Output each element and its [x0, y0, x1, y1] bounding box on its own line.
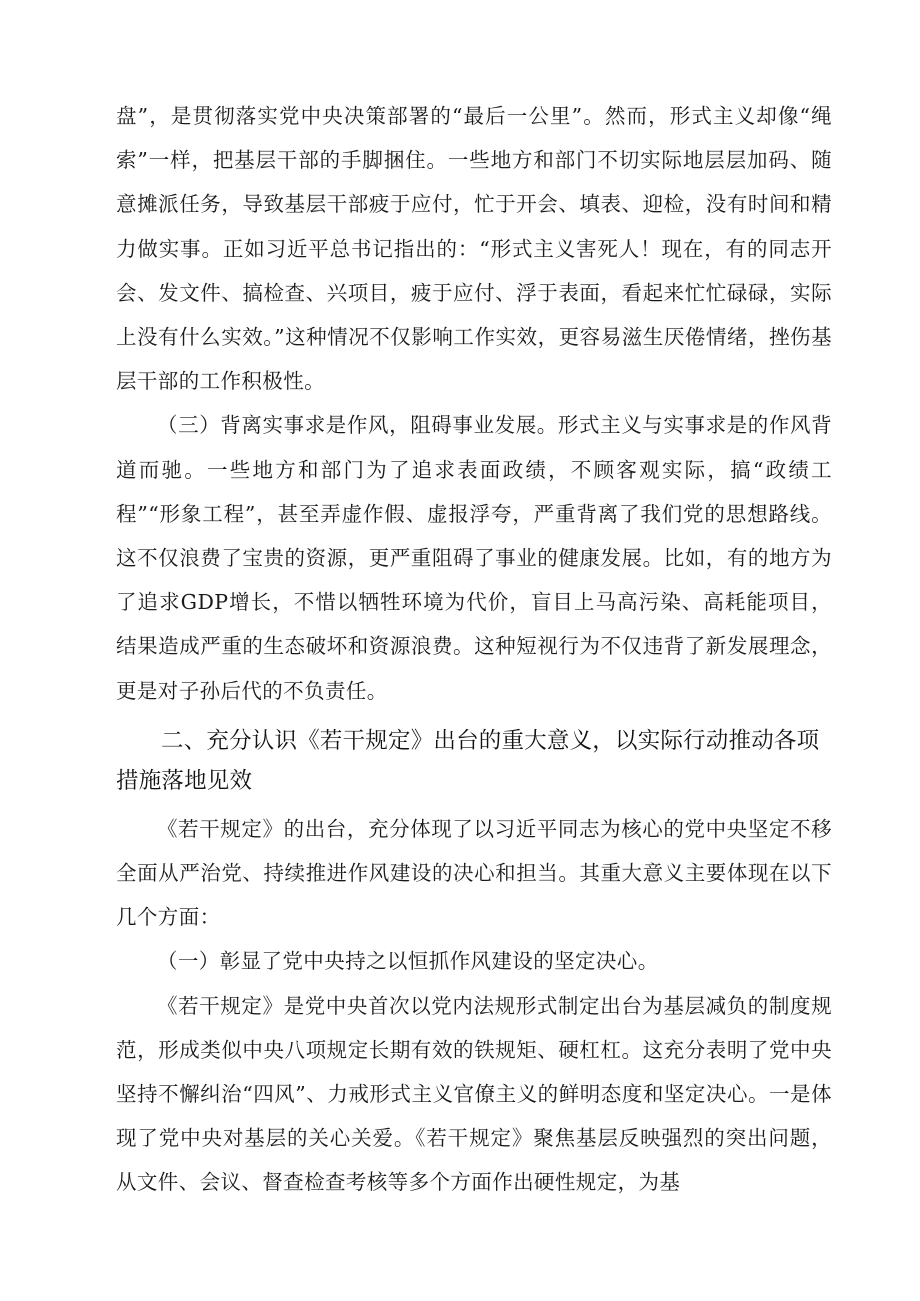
section-heading: 二、充分认识《若干规定》出台的重大意义，以实际行动推动各项措施落地见效	[116, 727, 820, 794]
paragraph-intro: 《若干规定》的出台，充分体现了以习近平同志为核心的党中央坚定不移全面从严治党、持续推进作风建设的决心和担当。其重大意义主要体现在以下几个方面：	[116, 816, 832, 930]
paragraph-subheading-one: （一）彰显了党中央持之以恒抓作风建设的坚定决心。	[157, 949, 659, 974]
paragraph-section-three: （三）背离实事求是作风，阻碍事业发展。形式主义与实事求是的作风背道而驰。一些地方和部门为了追求表面政绩，不顾客观实际，搞“政绩工程”“形象工程”，甚至弄虚作假、虚报浮夸，严重背离了我们党的思想路线。这不仅浪费了宝贵的资源，更严重阻碍了事业的健康发展。比如，有的地方为了追求GDP增长，不惜以牺牲环境为代价，盲目上马高污染、高耗能项目，结果造成严重的生态破坏和资源浪费。这种短视行为不仅违背了新发展理念，更是对子孙后代的不负责任。	[116, 413, 832, 703]
paragraph-detail: 《若干规定》是党中央首次以党内法规形式制定出台为基层减负的制度规范，形成类似中央八项规定长期有效的铁规矩、硬杠杠。这充分表明了党中央坚持不懈纠治“四风”、力戒形式主义官僚主义的鲜明态度和坚定决心。一是体现了党中央对基层的关心关爱。《若干规定》聚焦基层反映强烈的突出问题，从文件、会议、督查检查考核等多个方面作出硬性规定，为基	[116, 993, 832, 1195]
document-body	[116, 94, 832, 1205]
paragraph-continuation: 盘”，是贯彻落实党中央决策部署的“最后一公里”。然而，形式主义却像“绳索”一样，把基层干部的手脚捆住。一些地方和部门不切实际地层层加码、随意摊派任务，导致基层干部疲于应付，忙于开会、填表、迎检，没有时间和精力做实事。正如习近平总书记指出的：“形式主义害死人！现在，有的同志开会、发文件、搞检查、兴项目，疲于应付、浮于表面，看起来忙忙碌碌，实际上没有什么实效。”这种情况不仅影响工作实效，更容易滋生厌倦情绪，挫伤基层干部的工作积极性。	[116, 104, 832, 394]
